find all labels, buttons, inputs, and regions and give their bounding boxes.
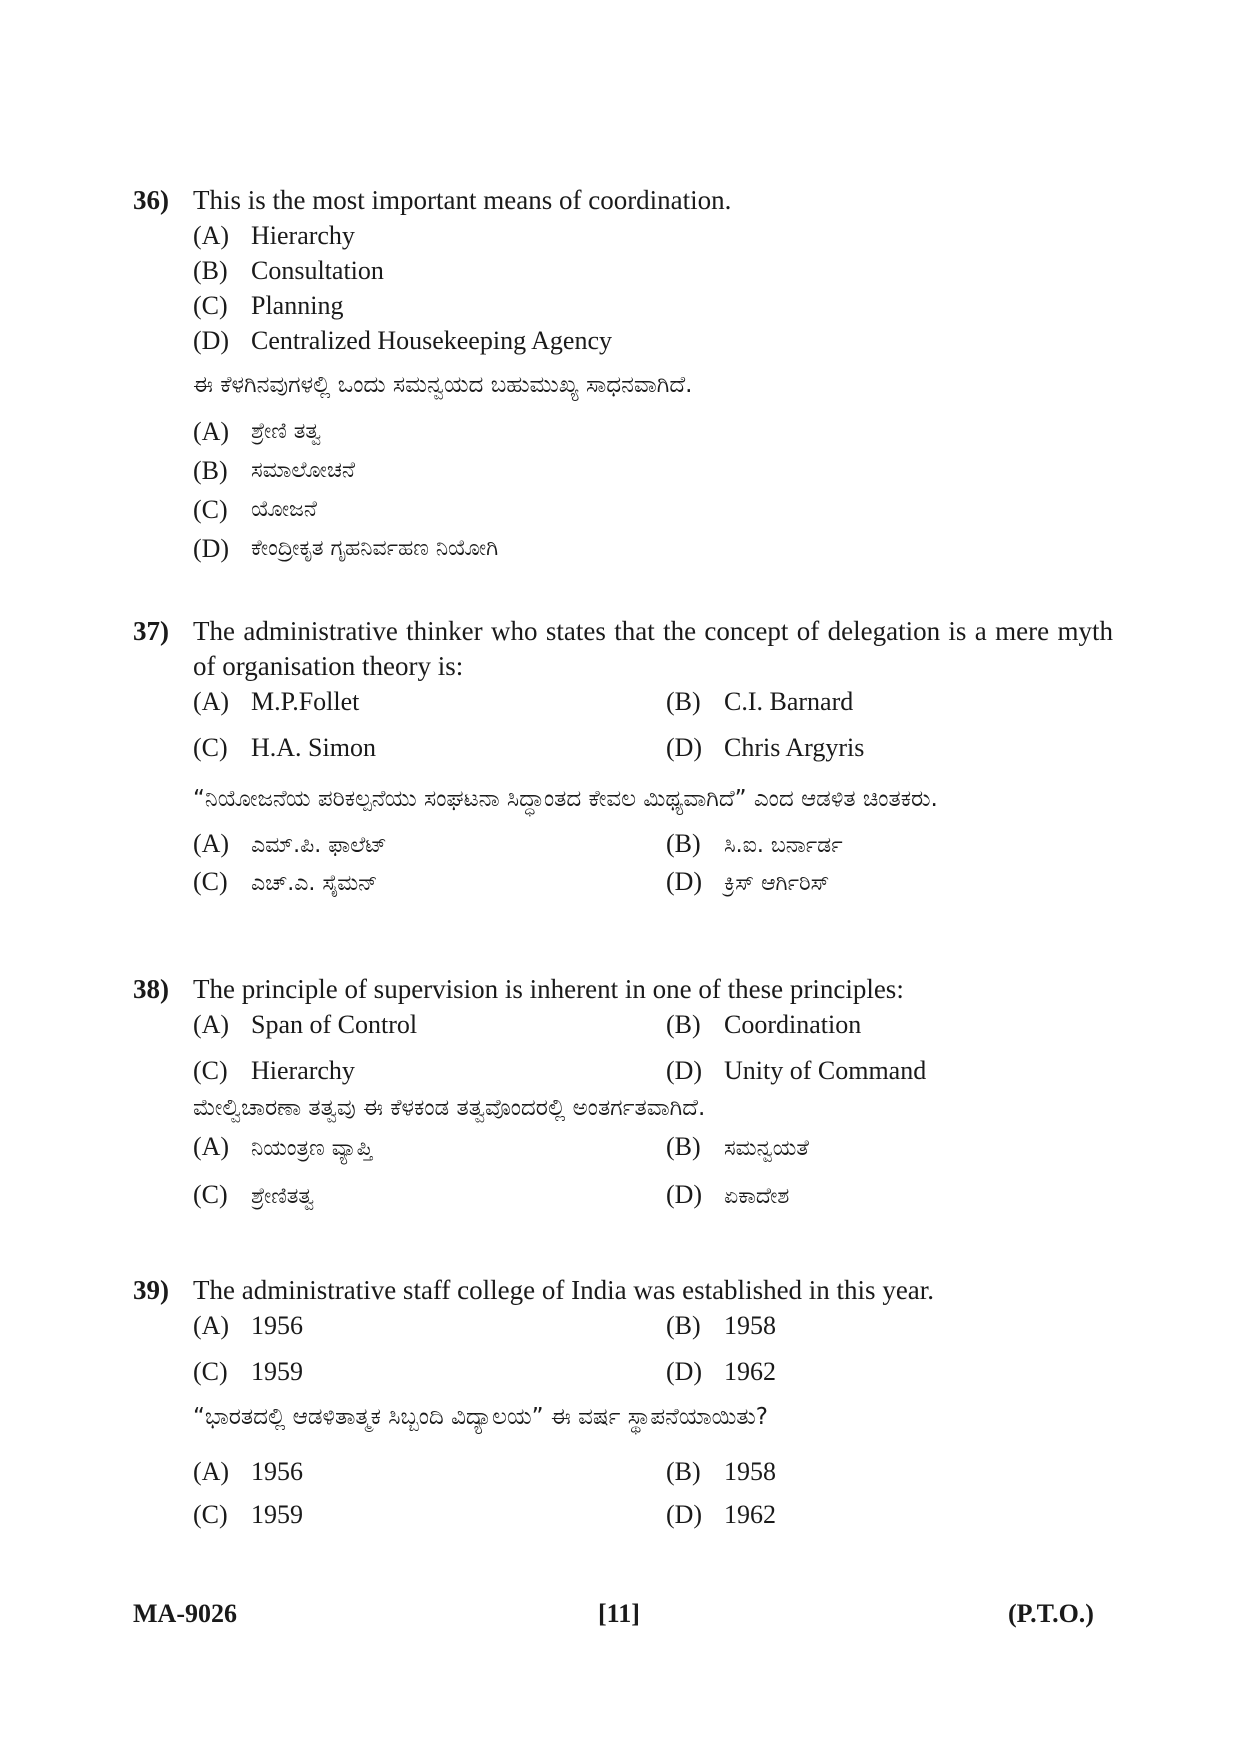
option-c: (C) 1959 [193, 1357, 303, 1386]
option-c: (C) H.A. Simon [193, 733, 376, 762]
option-row [133, 1007, 1113, 1053]
option-b: (B) 1958 [666, 1311, 776, 1340]
option-d: (D) Centralized Housekeeping Agency [193, 326, 612, 355]
question-number: 37) [133, 616, 169, 646]
kannada-option-b: (B) ಸಿ.ಐ. ಬರ್ನಾರ್ಡ [666, 829, 843, 858]
question-number: 38) [133, 974, 169, 1004]
option-d: (D) 1962 [666, 1357, 776, 1386]
question-text: This is the most important means of coordination. [193, 185, 732, 215]
kannada-option-a: (A) 1956 [193, 1457, 303, 1486]
option-row [133, 1053, 1113, 1091]
kannada-option-d: (D) ಏಕಾದೇಶ [666, 1180, 790, 1209]
kannada-option-a: (A) ನಿಯಂತ್ರಣ ವ್ಯಾಪ್ತಿ [193, 1132, 373, 1161]
question-text: The principle of supervision is inherent in one of these principles: [193, 974, 904, 1004]
pto-label: (P.T.O.) [1008, 1599, 1094, 1628]
option-row [133, 1308, 1113, 1354]
kannada-option-a: (A) ಶ್ರೇಣಿ ತತ್ವ [193, 417, 322, 446]
kannada-option-c: (C) ಶ್ರೇಣಿತತ್ವ [193, 1180, 315, 1209]
kannada-option-row [133, 826, 1113, 864]
option-row [133, 684, 1113, 730]
kannada-option-d: (D) 1962 [666, 1500, 776, 1529]
option-c: (C) Hierarchy [193, 1056, 355, 1085]
paper-code: MA-9026 [133, 1599, 237, 1628]
kannada-question-text: ಮೇಲ್ವಿಚಾರಣಾ ತತ್ವವು ಈ ಕೆಳಕಂಡ ತತ್ವವೊಂದರಲ್ಲಿ ಅಂತರ್ಗತವಾಗಿದೆ. [193, 1095, 706, 1121]
question-39 [133, 1273, 1113, 1535]
kannada-question-text: ಈ ಕೆಳಗಿನವುಗಳಲ್ಲಿ ಒಂದು ಸಮನ್ವಯದ ಬಹುಮುಖ್ಯ ಸಾಧನವಾಗಿದೆ. [193, 372, 693, 398]
option-a: (A) Span of Control [193, 1010, 418, 1039]
kannada-option-b: (B) ಸಮನ್ವಯತೆ [666, 1132, 809, 1161]
kannada-question-text: “ಭಾರತದಲ್ಲಿ ಆಡಳಿತಾತ್ಮಕ ಸಿಬ್ಬಂದಿ ವಿದ್ಯಾಲಯ” ಈ ವರ್ಷ ಸ್ಥಾಪನೆಯಾಯಿತು? [193, 1404, 769, 1430]
option-b: (B) Consultation [193, 256, 384, 285]
question-number: 39) [133, 1275, 169, 1305]
option-d: (D) Unity of Command [666, 1056, 927, 1085]
option-c: (C) Planning [193, 291, 344, 320]
kannada-option-row [133, 1129, 1113, 1177]
kannada-option-c: (C) ಎಚ್.ಎ. ಸೈಮನ್ [193, 867, 378, 896]
question-38 [133, 972, 1113, 1223]
question-36 [133, 183, 1113, 566]
kannada-option-c: (C) 1959 [193, 1500, 303, 1529]
kannada-option-c: (C) ಯೋಜನೆ [193, 495, 317, 524]
option-a: (A) 1956 [193, 1311, 303, 1340]
page-number: [11] [598, 1599, 640, 1628]
option-b: (B) Coordination [666, 1010, 862, 1039]
option-d: (D) Chris Argyris [666, 733, 865, 762]
option-a: (A) Hierarchy [193, 221, 355, 250]
kannada-option-row [133, 1454, 1113, 1497]
option-row [133, 730, 1113, 776]
question-37 [133, 614, 1113, 902]
option-row [133, 1354, 1113, 1400]
kannada-option-b: (B) 1958 [666, 1457, 776, 1486]
option-b: (B) C.I. Barnard [666, 687, 854, 716]
kannada-option-d: (D) ಕ್ರಿಸ್ ಆರ್ಗಿರಿಸ್ [666, 867, 830, 896]
question-text: The administrative thinker who states that the concept of delegation is a mere myth of organisation theory is: [193, 616, 1113, 681]
kannada-option-b: (B) ಸಮಾಲೋಚನೆ [193, 456, 356, 485]
question-text: The administrative staff college of India was established in this year. [193, 1275, 935, 1305]
kannada-option-a: (A) ಎಮ್.ಪಿ. ಫಾಲೆಟ್ [193, 829, 387, 858]
option-a: (A) M.P.Follet [193, 687, 360, 716]
kannada-option-row [133, 1177, 1113, 1223]
kannada-option-row [133, 864, 1113, 902]
kannada-option-row [133, 1497, 1113, 1535]
kannada-option-d: (D) ಕೇಂದ್ರೀಕೃತ ಗೃಹನಿರ್ವಹಣ ನಿಯೋಗಿ [193, 534, 499, 563]
kannada-question-text: “ನಿಯೋಜನೆಯ ಪರಿಕಲ್ಪನೆಯು ಸಂಘಟನಾ ಸಿದ್ಧಾಂತದ ಕೇವಲ ಮಿಥ್ಯವಾಗಿದೆ” ಎಂದ ಆಡಳಿತ ಚಿಂತಕರು. [193, 786, 938, 812]
question-number: 36) [133, 185, 169, 215]
